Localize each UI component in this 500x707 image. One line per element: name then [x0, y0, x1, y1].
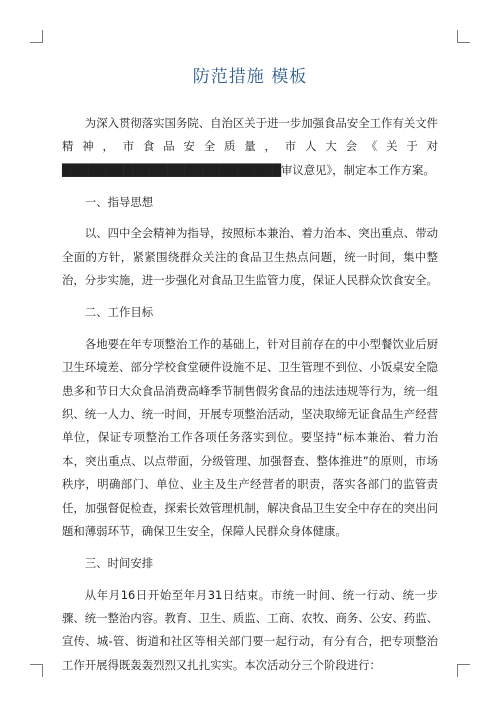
document-title: 防范措施 模板	[192, 67, 308, 87]
section-heading-schedule: 三、时间安排	[84, 555, 154, 570]
work-goals-paragraph: 各地要在年专项整治工作的基础上，针对目前存在的中小型餐饮业后厨卫生环境差、部分学校食堂硬件设施不足、卫生管理不到位、小饭桌安全隐患多和节日大众食品消费高峰季节制售假劣食品的违法违规等行为，统一组织、统一人力、统一时间，开展专项整治活动，坚决取缔无证食品生产经营单位，保证专项整治工作各项任务落实到位。要坚持“标本兼治、着力治本，突出重点、以点带面，分级管理、加强督查、整体推进”的原则，市场秩序，明确部门、单位、业主及生产经营者的职责，落实各部门的监管责任，加强督促检查，探索长效管理机制，解决食品卫生安全中存在的突出问题和薄弱环节，确保卫生安全，保障人民群众身体健康。	[62, 336, 438, 539]
section-heading-work-goals: 二、工作目标	[84, 305, 154, 320]
section-heading-guiding-ideology: 一、指导思想	[84, 194, 154, 209]
crop-mark-top-left	[30, 30, 43, 43]
schedule-paragraph: 从年月16日开始至年月31日结束。市统一时间、统一行动、统一步骤、统一整治内容。教育、卫生、质监、工商、农牧、商务、公安、药监、宣传、城-管、街道和社区等相关部门要一起行动，有分有合，把专项整治工作开展得既轰轰烈烈又扎扎实实。本次活动分三个阶段进行：	[62, 587, 438, 672]
crop-mark-top-right	[457, 30, 470, 43]
crop-mark-bottom-left	[30, 664, 43, 677]
guiding-ideology-paragraph: 以、四中全会精神为指导，按照标本兼治、着力治本、突出重点、带动全面的方针，紧紧围绕群众关注的食品卫生热点问题，统一时间，集中整治，分步实施，进一步强化对食品卫生监管力度，保证人民群众饮食安全。	[62, 226, 438, 288]
document-body	[62, 112, 438, 686]
crop-mark-bottom-right	[457, 664, 470, 677]
intro-paragraph: 为深入贯彻落实国务院、自治区关于进一步加强食品安全工作有关文件精神，市食品安全质量，市人大会《关于对█████████████████████████审议意见》，制定本工作方案。	[62, 116, 438, 177]
